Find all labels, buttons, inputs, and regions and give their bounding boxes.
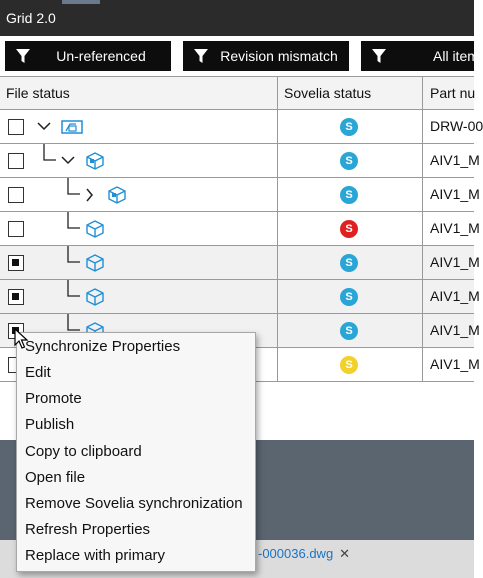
filter-label: All item: [433, 48, 479, 64]
status-badge: S: [340, 220, 358, 238]
filter-button-revision-mismatch[interactable]: [183, 41, 349, 71]
status-badge: S: [340, 356, 358, 374]
title-bar: [0, 0, 474, 36]
table-row[interactable]: [0, 110, 483, 144]
part-number: AIV1_M: [430, 186, 480, 202]
tree-connector: [0, 246, 280, 280]
tab-label: -000036.dwg: [258, 546, 334, 561]
context-menu: [16, 332, 256, 572]
table-row[interactable]: [0, 280, 480, 314]
column-divider: [277, 76, 278, 382]
menu-item-publish[interactable]: Publish: [25, 416, 75, 433]
part-number: AIV1_M: [430, 254, 480, 270]
table-row[interactable]: [0, 144, 480, 178]
filter-button-unreferenced[interactable]: [5, 41, 171, 71]
part-number: AIV1_M: [430, 152, 480, 168]
window-title: Grid 2.0: [6, 10, 56, 26]
title-accent: [62, 0, 100, 4]
part-icon: [84, 287, 106, 307]
status-badge: S: [340, 254, 358, 272]
menu-item-open-file[interactable]: Open file: [25, 469, 86, 486]
status-badge: S: [340, 152, 358, 170]
filter-label: Revision mismatch: [220, 48, 338, 64]
menu-item-remove-sovelia-synchronization[interactable]: Remove Sovelia synchronization: [25, 495, 243, 512]
menu-item-refresh-properties[interactable]: Refresh Properties: [25, 521, 151, 538]
assembly-icon: [84, 151, 106, 171]
table-row[interactable]: [0, 212, 480, 246]
part-number: AIV1_M: [430, 322, 480, 338]
menu-item-edit[interactable]: Edit: [25, 364, 51, 381]
status-badge: S: [340, 288, 358, 306]
status-badge: S: [340, 322, 358, 340]
table-row[interactable]: [0, 246, 480, 280]
drawing-icon: [60, 118, 84, 136]
menu-item-replace-with-primary[interactable]: Replace with primary: [25, 547, 166, 564]
assembly-icon: [106, 185, 128, 205]
column-header-file-status[interactable]: File status: [6, 85, 70, 101]
status-badge: S: [340, 118, 358, 136]
tree-connector: [0, 280, 280, 314]
table-row[interactable]: [0, 178, 480, 212]
status-badge: S: [340, 186, 358, 204]
column-divider: [422, 76, 423, 382]
menu-item-copy-to-clipboard[interactable]: Copy to clipboard: [25, 443, 142, 460]
tree-connector: [0, 212, 280, 246]
menu-item-promote[interactable]: Promote: [25, 390, 82, 407]
column-header-sovelia-status[interactable]: Sovelia status: [284, 85, 372, 101]
tree-connector: [0, 110, 280, 144]
document-tab[interactable]: [258, 546, 350, 568]
close-icon[interactable]: ✕: [339, 546, 351, 561]
part-icon: [84, 253, 106, 273]
part-icon: [84, 219, 106, 239]
part-number: AIV1_M: [430, 220, 480, 236]
filter-bar: [0, 36, 479, 76]
tree-connector: [0, 178, 280, 212]
tree-connector: [0, 144, 280, 178]
filter-button-all-items[interactable]: [361, 41, 479, 71]
part-number: AIV1_M: [430, 356, 480, 372]
filter-label: Un-referenced: [56, 48, 146, 64]
mouse-cursor-icon: [14, 328, 30, 350]
grid-header: [0, 76, 474, 110]
column-header-part-number[interactable]: Part nu: [430, 85, 476, 101]
menu-item-synchronize-properties[interactable]: Synchronize Properties: [25, 338, 181, 355]
part-number: AIV1_M: [430, 288, 480, 304]
part-number: DRW-00: [430, 118, 483, 134]
